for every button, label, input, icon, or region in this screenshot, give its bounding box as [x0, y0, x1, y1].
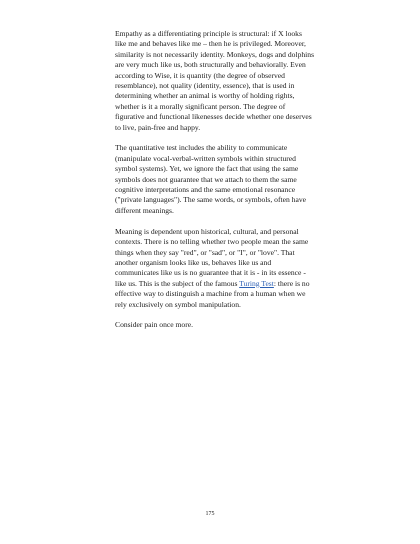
- page-number: 175: [205, 511, 215, 517]
- turing-test-link[interactable]: Turing Test: [239, 278, 274, 288]
- paragraph-meaning: [115, 227, 315, 310]
- paragraph-meaning-text-start: Meaning is dependent upon historical, cultural, and personal contexts. There is no telling whether two people mean the same things when they say "red", or "sad", or "I", or "love". That another organism looks like us, behaves like us and communicates like us is no guarantee that it is - in its essence - like us. This is the subject of the famous: [115, 226, 309, 288]
- paragraph-empathy: Empathy as a differentiating principle is structural: if X looks like me and behaves like me – then he is privileged. Moreover, similarity is not necessarily identity. Monkeys, dogs and dolphins are very much like us, both structurally and behaviorally. Even according to Wise, it is quantity (the degree of observed resemblance), not quality (identity, essence), that is used in determining whether an animal is worthy of holding rights, whether is it a morally significant person. The degree of figurative and functional likenesses decide whether one deserves to live, pain-free and happy.: [115, 29, 315, 132]
- paragraph-meaning-text-end: : there is no effective way to distinguish a machine from a human when we rely exclusively on symbol manipulation.: [115, 278, 310, 309]
- page-body: [115, 29, 315, 341]
- paragraph-quantitative-test: The quantitative test includes the ability to communicate (manipulate vocal-verbal-written symbols within structured symbol systems). Yet, we ignore the fact that using the same symbols does not guarantee that we attach to them the same cognitive interpretations and the same emotional resonance ("private languages"). The same words, or symbols, often have different meanings.: [115, 143, 307, 215]
- paragraph-consider-pain: Consider pain once more.: [115, 320, 194, 330]
